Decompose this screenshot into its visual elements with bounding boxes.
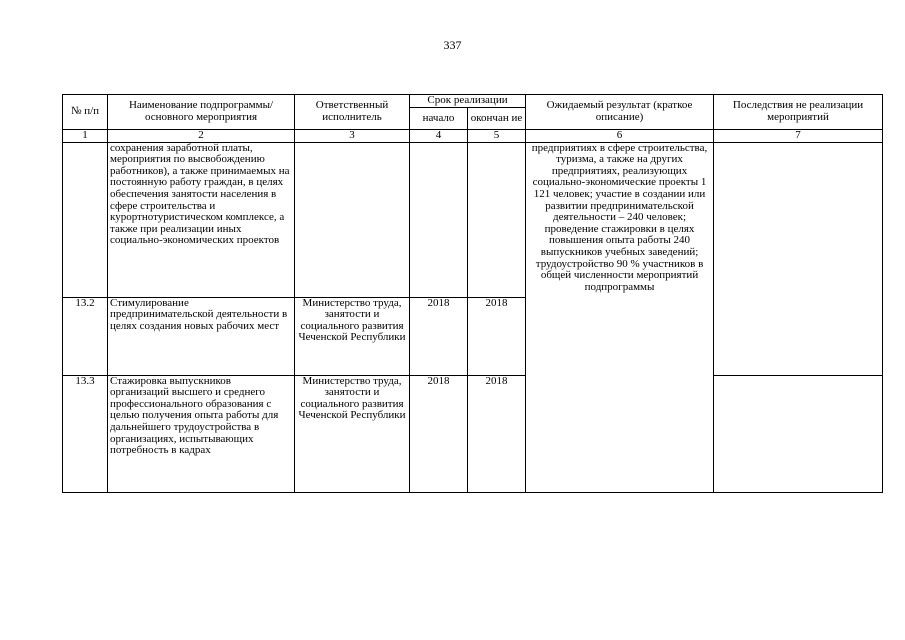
header-num: № п/п (63, 95, 108, 130)
column-number: 7 (714, 130, 883, 143)
page-number: 337 (443, 38, 462, 52)
row-name: Стажировка выпускников организаций высшего и среднего профессионального образования с целью получения опыта работы для дальнейшего трудоустройства в организациях, испытывающих потребность в кадрах (108, 375, 295, 492)
row-end: 2018 (468, 375, 526, 492)
row-end (468, 142, 526, 297)
column-number: 5 (468, 130, 526, 143)
header-consequences: Последствия не реализации мероприятий (714, 95, 883, 130)
column-number: 1 (63, 130, 108, 143)
column-number: 2 (108, 130, 295, 143)
row-start: 2018 (410, 297, 468, 375)
row-end: 2018 (468, 297, 526, 375)
column-number-row (63, 130, 883, 143)
row-num (63, 142, 108, 297)
row-num: 13.2 (63, 297, 108, 375)
table-row (63, 142, 883, 297)
header-end: окончан ие (468, 108, 526, 130)
header-result: Ожидаемый результат (краткое описание) (526, 95, 714, 130)
result-cell: предприятиях в сфере строительства, туризма, а также на других предприятиях, реализующих социально-экономические проекты 1 121 человек; участие в создании или развитии предпринимательской деятельности – 240 человек; проведение стажировки в целях повышения опыта работы 240 выпускников учебных заведений; трудоустройство 90 % участников в общей численности мероприятий подпрограммы (526, 142, 714, 492)
row-executor: Министерство труда, занятости и социального развития Чеченской Республики (295, 297, 410, 375)
header-name: Наименование подпрограммы/ основного мероприятия (108, 95, 295, 130)
header-start: начало (410, 108, 468, 130)
row-name: Стимулирование предпринимательской деятельности в целях создания новых рабочих мест (108, 297, 295, 375)
header-period: Срок реализации (410, 95, 526, 108)
header-executor: Ответственный исполнитель (295, 95, 410, 130)
program-table (62, 94, 883, 493)
row-executor: Министерство труда, занятости и социального развития Чеченской Республики (295, 375, 410, 492)
column-number: 4 (410, 130, 468, 143)
column-number: 3 (295, 130, 410, 143)
header-row-1 (63, 95, 883, 108)
row-executor (295, 142, 410, 297)
consequences-cell-empty (714, 375, 883, 492)
row-start: 2018 (410, 375, 468, 492)
table-row (63, 375, 883, 492)
row-name: сохранения заработной платы, мероприятия по высвобождению работников), а также принимаемых на постоянную работу граждан, в целях обеспечения занятости населения в сфере строительства и курортнотуристическом комплексе, а также при реализации иных социально-экономических проектов (108, 142, 295, 297)
consequences-cell (714, 142, 883, 375)
row-start (410, 142, 468, 297)
row-num: 13.3 (63, 375, 108, 492)
column-number: 6 (526, 130, 714, 143)
